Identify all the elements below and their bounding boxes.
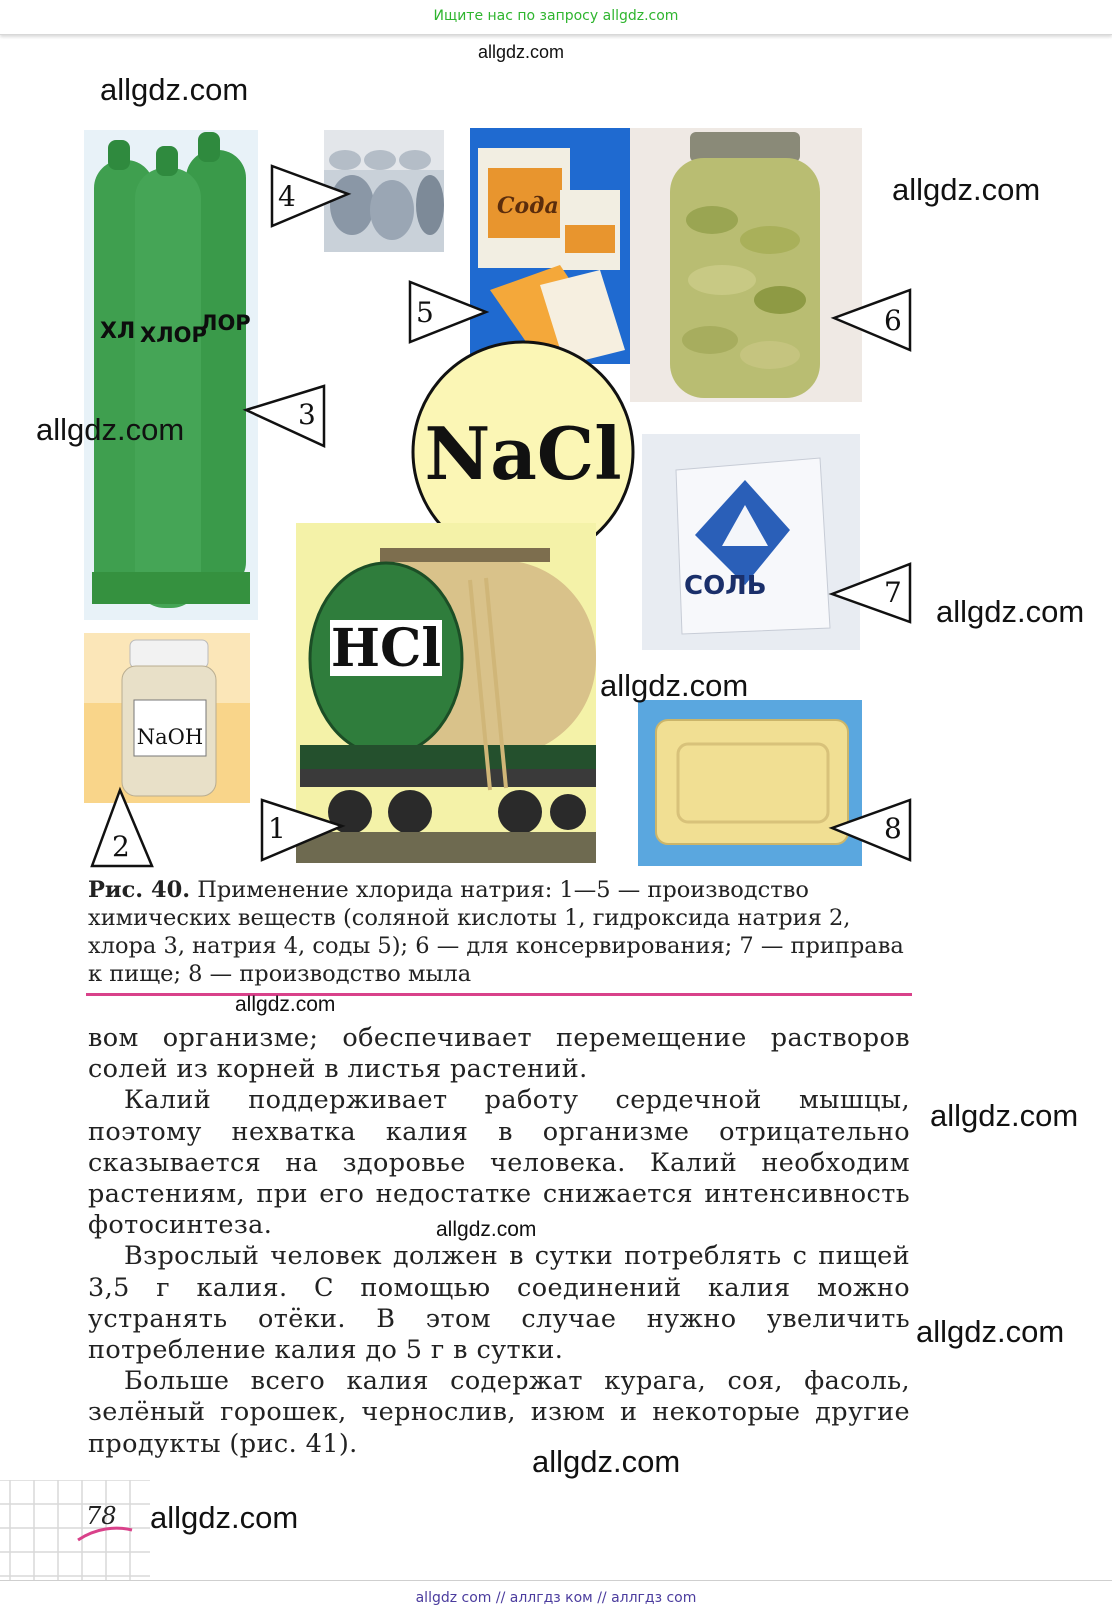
watermark: allgdz.com xyxy=(916,1314,1065,1349)
watermark: allgdz.com xyxy=(936,594,1085,629)
watermark: allgdz.com xyxy=(36,412,185,447)
watermark: allgdz.com xyxy=(532,1444,681,1479)
page-number: 78 xyxy=(86,1502,117,1530)
watermark: allgdz.com xyxy=(930,1098,1079,1133)
salt-label: СОЛЬ xyxy=(684,571,767,601)
paragraph: Больше всего калия содержат курага, соя, фасоль, зелёный горошек, чернослив, изюм и некоторые другие продукты (рис. 41). xyxy=(88,1366,910,1459)
salt-package-image xyxy=(642,434,860,650)
soda-packages-image xyxy=(470,128,640,365)
naoh-jar-image xyxy=(84,633,250,803)
marker-label: 6 xyxy=(884,304,902,337)
paragraph: Взрослый человек должен в сутки потреблять с пищей 3,5 г калия. С помощью соединений калия можно устранять отёки. В этом случае нужно увеличить потребление калия до 5 г в сутки. xyxy=(88,1241,910,1366)
bottom-bar[interactable] xyxy=(0,1580,1112,1615)
watermark: allgdz.com xyxy=(478,42,565,62)
marker-label: 1 xyxy=(268,812,286,845)
marker-label: 5 xyxy=(416,296,434,329)
watermark: allgdz.com xyxy=(100,72,249,107)
soda-label: Сода xyxy=(497,193,559,219)
bottom-bar-text[interactable]: allgdz com // аллгдз ком // аллгдз com xyxy=(415,1590,697,1606)
chlorine-cylinders-image xyxy=(84,130,258,620)
hcl-label: HCl xyxy=(330,618,442,679)
watermark: allgdz.com xyxy=(235,993,336,1016)
paragraph: вом организме; обеспечивает перемещение растворов солей из корней в листья растений. xyxy=(88,1023,910,1085)
watermark: allgdz.com xyxy=(892,172,1041,207)
watermark: allgdz.com xyxy=(600,668,749,703)
naoh-label: NaOH xyxy=(136,725,204,749)
soap-bar-image xyxy=(638,700,862,866)
cylinder-label: ХЛОР xyxy=(140,323,207,347)
caption-text: Применение хлорида натрия: 1—5 — производство химических веществ (соляной кислоты 1, гидроксида натрия 2, хлора 3, натрия 4, соды 5); 6 — для консервирования; 7 — приправа к пище; 8 — производство мыла xyxy=(88,877,904,987)
watermark: allgdz.com xyxy=(436,1218,537,1241)
pickle-jar-image xyxy=(630,128,862,402)
page-corner-grid xyxy=(0,1480,150,1580)
top-banner-text[interactable]: Ищите нас по запросу allgdz.com xyxy=(433,8,679,24)
figure-ref: Рис. 40. xyxy=(88,877,191,903)
marker-label: 3 xyxy=(298,398,316,431)
paragraph: Калий поддерживает работу сердечной мышцы, поэтому нехватка калия в организме отрицательно сказывается на здоровье человека. Калий необходим растениям, при его недостатке снижается интенсивность фотосинтеза. xyxy=(88,1085,910,1241)
caption-divider xyxy=(86,993,912,996)
watermark: allgdz.com xyxy=(150,1500,299,1535)
figure-caption xyxy=(88,876,908,988)
marker-label: 2 xyxy=(112,830,130,863)
nacl-formula: NaCl xyxy=(424,411,622,496)
marker-label: 7 xyxy=(884,576,902,609)
cylinder-label: ЛОР xyxy=(200,311,251,335)
cylinder-label: ХЛ xyxy=(100,319,136,344)
marker-label: 8 xyxy=(884,812,902,845)
hcl-tank-car-image xyxy=(296,523,596,863)
marker-label: 4 xyxy=(278,180,296,213)
